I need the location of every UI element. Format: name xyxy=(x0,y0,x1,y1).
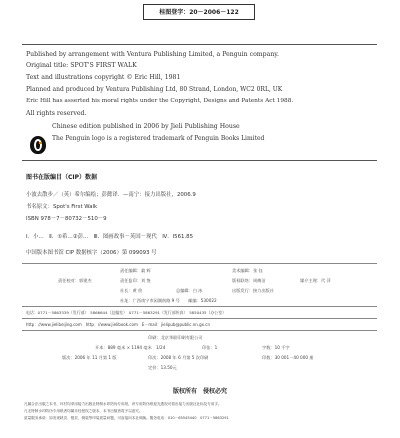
credit-publisher: 出版发行：接力出版社 xyxy=(232,288,274,293)
credit-proofreader: 责任校对：郭建杰 xyxy=(58,278,92,283)
publisher-web: http：//www.jielibeijing.com http：//www.jielibook.com E－mail：jielipub@public.nn.gx.cn xyxy=(26,322,211,327)
credit-rights-contact: 版权联络：周梅洁 xyxy=(232,278,266,283)
edition-copies: 印数：30 001－40 000 册 xyxy=(262,355,314,360)
mid-rule-2 xyxy=(22,263,377,264)
cip-isbn: ISBN 978－7－80732－510－9 xyxy=(26,216,107,222)
rights-notice-3: 质量服务承诺：如发现缺页、错页、倒装等印装质量问题，可直接向本社调换。服务电话：010－65545440 0771－5863291 xyxy=(24,416,229,420)
cip-heading: 图书在版编目（CIP）数据 xyxy=(26,174,98,181)
printer: 印刷：北京华联印刷有限公司 xyxy=(148,335,203,340)
format-size: 开本：889 毫米 × 1194 毫米 1/24 xyxy=(95,345,166,350)
publisher-address: 社址：广西南宁市园湖南路 9 号 邮编：530022 xyxy=(120,298,217,303)
cip-classification: Ⅰ．小… Ⅱ．①希…②彭… Ⅲ．图画故事－英国－现代 Ⅳ．I561.85 xyxy=(26,234,194,240)
publisher-phone: 电话：0771－5863339（发行部） 5866644（总编室） 0771－5863291（发行部传真） 5850435（办公室） xyxy=(26,310,226,315)
chinese-edition-line: Chinese edition published in 2006 by Jieli Publishing House xyxy=(52,123,240,130)
penguin-trademark-line: The Penguin logo is a registered trademark of Penguin Books Limited xyxy=(52,135,265,142)
cip-line-2: 书名原文：Spot's First Walk xyxy=(26,204,98,210)
mid-rule-3 xyxy=(22,306,377,307)
credit-editor: 责任编辑：翁 辉 xyxy=(120,268,151,273)
credit-chief-editor: 总编辑：白 冰 xyxy=(176,288,203,293)
price: 定价：13.50元 xyxy=(148,365,177,370)
registration-number: 桂图登字：20－2006－122 xyxy=(143,4,255,20)
english-line-6: All rights reserved. xyxy=(26,110,87,117)
credit-president: 社长：黄 俭 xyxy=(120,288,143,293)
rights-notice-2: 凡无特制水印防伪专用纸者均属未经授权之版本，本书出版者将予以追究。 xyxy=(24,409,143,413)
credit-print-supervisor: 责任监印：刘 签 xyxy=(120,278,151,283)
format-sheets: 印张：1 xyxy=(202,345,218,350)
english-line-1: Published by arrangement with Ventura Publishing Limited, a Penguin company. xyxy=(26,51,279,58)
mid-rule-1 xyxy=(22,160,377,161)
credit-media-manager: 媒介主理：代 萍 xyxy=(300,278,331,283)
credit-art-editor: 美术编辑：张 钰 xyxy=(232,268,263,273)
penguin-logo-icon xyxy=(30,136,46,154)
edition-version: 版次：2006 年 11 月第 1 版 xyxy=(62,355,117,360)
top-rule xyxy=(22,44,377,45)
english-line-5: Eric Hill has asserted his moral rights under the Copyright, Designs and Patents Act 1988. xyxy=(26,98,294,104)
english-line-2: Original title: SPOT'S FIRST WALK xyxy=(26,62,137,69)
rights-notice-1: 凡属合法出版之本书，环衬均采用接力出版社特制水印防伪专用纸，该专用防伪纸迎光透视可看出接力出版社社标及专用字。 xyxy=(24,402,222,406)
mid-rule-5 xyxy=(22,330,377,331)
english-line-3: Text and illustrations copyright © Eric Hill, 1981 xyxy=(26,74,181,81)
edition-printing: 印次：2008 年 6 月第 5 次印刷 xyxy=(148,355,209,360)
rights-heading: 版权所有 侵权必究 xyxy=(172,388,227,395)
cip-core-data: 中国版本图书馆 CIP 数据核字（2006）第 099093 号 xyxy=(26,250,157,256)
english-line-4: Planned and produced by Ventura Publishing Ltd, 80 Strand, London, WC2 0RL, UK xyxy=(26,86,283,93)
cip-line-1: 小波去散步／（英）希尔编绘；彭懿译．—南宁：接力出版社，2006.9 xyxy=(26,192,196,198)
format-words: 字数：10 千字 xyxy=(262,345,290,350)
mid-rule-4 xyxy=(22,318,377,319)
